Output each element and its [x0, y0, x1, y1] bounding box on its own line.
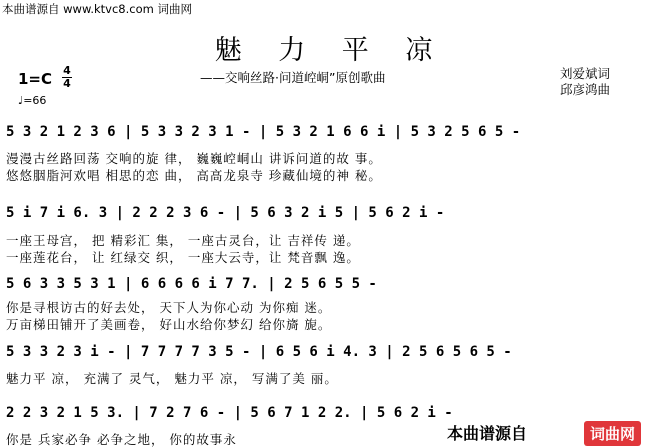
notation-row-1: 5 3 2 1 2 3 6 | 5 3 3 2 3 1 - | 5 3 2 1 6 6 i | 5 3 2 5 6 5 -	[6, 124, 521, 140]
notation-row-5: 2 2 3 2 1 5 3. | 7 2 7 6 - | 5 6 7 1 2 2. | 5 6 2 i -	[6, 405, 453, 421]
lyric-row-4: 魅力平 凉， 充满了 灵气， 魅力平 凉， 写满了美 丽。	[6, 371, 338, 386]
song-subtitle: ——交响丝路·问道崆峒”原创歌曲	[200, 70, 386, 85]
meter-top: 4	[63, 64, 71, 77]
lyric-row-2-verse-1: 一座王母宫， 把 精彩汇 集， 一座古灵台，让 吉祥传 递。	[6, 233, 360, 248]
lyric-row-3-verse-2: 万亩梯田铺开了美画卷， 好山水给你梦幻 给你旖 旎。	[6, 317, 332, 332]
song-title: 魅 力 平 凉	[214, 35, 447, 66]
composer-credit: 邱彦鸿曲	[560, 82, 611, 97]
lyric-row-2-verse-2: 一座莲花台， 让 红绿交 织， 一座大云寺，让 梵音飘 逸。	[6, 250, 360, 265]
watermark-bottom-right: 词曲网	[584, 421, 641, 446]
lyricist-credit: 刘爱斌词	[560, 66, 611, 81]
watermark-bottom-left: 本曲谱源自	[444, 421, 530, 444]
notation-row-4: 5 3 3 2 3 i - | 7 7 7 7 3 5 - | 6 5 6 i 4. 3 | 2 5 6 5 6 5 -	[6, 344, 512, 360]
key-signature: 1=C	[18, 70, 53, 88]
lyric-row-5: 你是 兵家必争 必争之地， 你的故事永	[6, 432, 237, 447]
notation-row-2: 5 i 7 i 6. 3 | 2 2 2 3 6 - | 5 6 3 2 i 5 | 5 6 2 i -	[6, 205, 445, 221]
time-signature	[62, 66, 72, 89]
lyric-row-1-verse-2: 悠悠胭脂河欢唱 相思的恋 曲， 高高龙泉寺 珍藏仙境的神 秘。	[6, 168, 382, 183]
lyric-row-1-verse-1: 漫漫古丝路回荡 交响的旋 律， 巍巍崆峒山 讲诉问道的故 事。	[6, 151, 382, 166]
lyric-row-3-verse-1: 你是寻根访古的好去处， 天下人为你心动 为你痴 迷。	[6, 300, 332, 315]
notation-row-3: 5 6 3 3 5 3 1 | 6 6 6 6 i 7 7. | 2 5 6 5 5 -	[6, 276, 377, 292]
meter-bottom: 4	[63, 77, 71, 90]
tempo-marking: ♩=66	[18, 94, 47, 107]
watermark-top: 本曲谱源自 www.ktvc8.com 词曲网	[2, 2, 192, 16]
